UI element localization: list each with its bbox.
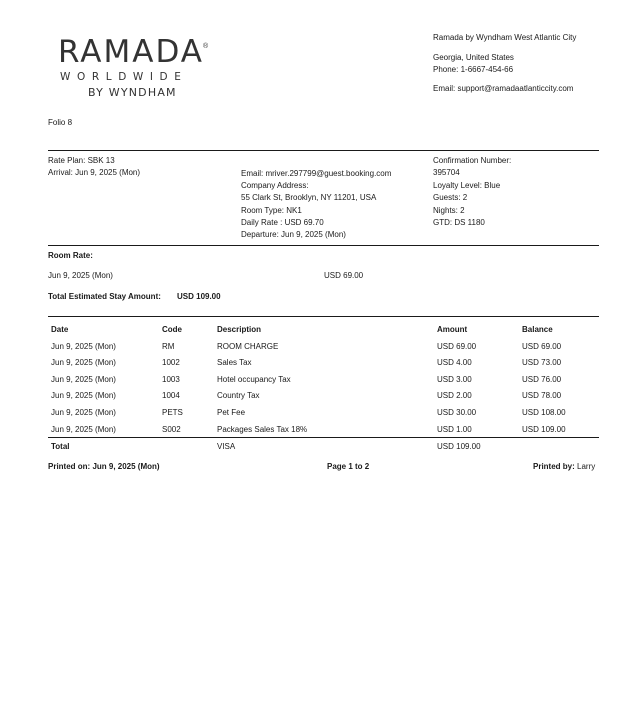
- rate-plan: Rate Plan: SBK 13: [48, 156, 115, 165]
- table-row: [48, 425, 599, 435]
- cell-balance: USD 76.00: [522, 375, 562, 384]
- table-row: [48, 391, 599, 401]
- page-indicator: Page 1 to 2: [327, 462, 370, 471]
- table-row: [48, 408, 599, 418]
- cell-amount: USD 69.00: [437, 342, 477, 351]
- header-balance: Balance: [522, 325, 553, 334]
- total-estimated-value: USD 109.00: [177, 292, 221, 301]
- cell-description: Packages Sales Tax 18%: [217, 425, 308, 434]
- registered-mark: ®: [203, 43, 209, 50]
- cell-amount: USD 4.00: [437, 358, 472, 367]
- printed-by-label: Printed by:: [533, 462, 575, 471]
- confirmation-number: 395704: [433, 168, 460, 177]
- hotel-phone: Phone: 1-6667-454-66: [433, 65, 514, 74]
- divider: [48, 316, 599, 317]
- cell-amount: USD 3.00: [437, 375, 472, 384]
- cell-amount: USD 30.00: [437, 408, 477, 417]
- cell-amount: USD 1.00: [437, 425, 472, 434]
- total-amount: USD 109.00: [437, 442, 481, 451]
- table-header: [48, 325, 599, 335]
- divider: [48, 245, 599, 246]
- cell-code: 1002: [162, 358, 180, 367]
- cell-balance: USD 69.00: [522, 342, 562, 351]
- divider: [48, 437, 599, 438]
- departure-date: Departure: Jun 9, 2025 (Mon): [241, 230, 346, 239]
- hotel-name: Ramada by Wyndham West Atlantic City: [433, 33, 577, 42]
- room-rate-heading: Room Rate:: [48, 251, 93, 260]
- cell-description: Pet Fee: [217, 408, 246, 417]
- loyalty-level: Loyalty Level: Blue: [433, 181, 501, 190]
- total-label: Total: [51, 442, 70, 451]
- guest-email: Email: mriver.297799@guest.booking.com: [241, 169, 392, 178]
- total-estimated-label: Total Estimated Stay Amount:: [48, 292, 161, 301]
- logo-wordmark: RAMADA: [58, 34, 204, 70]
- cell-date: Jun 9, 2025 (Mon): [51, 375, 116, 384]
- cell-code: RM: [162, 342, 175, 351]
- cell-code: 1003: [162, 375, 180, 384]
- logo-worldwide: WORLDWIDE: [60, 71, 188, 83]
- header-code: Code: [162, 325, 182, 334]
- room-rate-date: Jun 9, 2025 (Mon): [48, 271, 113, 280]
- cell-date: Jun 9, 2025 (Mon): [51, 358, 116, 367]
- printed-on: Printed on: Jun 9, 2025 (Mon): [48, 462, 160, 471]
- divider: [48, 150, 599, 151]
- cell-balance: USD 109.00: [522, 425, 566, 434]
- company-address: 55 Clark St, Brooklyn, NY 11201, USA: [241, 193, 377, 202]
- cell-code: 1004: [162, 391, 180, 400]
- daily-rate: Daily Rate : USD 69.70: [241, 218, 324, 227]
- cell-date: Jun 9, 2025 (Mon): [51, 342, 116, 351]
- cell-date: Jun 9, 2025 (Mon): [51, 425, 116, 434]
- hotel-location: Georgia, United States: [433, 53, 514, 62]
- cell-balance: USD 108.00: [522, 408, 566, 417]
- cell-description: Country Tax: [217, 391, 260, 400]
- arrival-date: Arrival: Jun 9, 2025 (Mon): [48, 168, 141, 177]
- table-row: [48, 375, 599, 385]
- cell-description: ROOM CHARGE: [217, 342, 279, 351]
- cell-code: PETS: [162, 408, 183, 417]
- cell-balance: USD 78.00: [522, 391, 562, 400]
- guests-count: Guests: 2: [433, 193, 468, 202]
- hotel-email: Email: support@ramadaatlanticcity.com: [433, 84, 574, 93]
- header-date: Date: [51, 325, 69, 334]
- gtd: GTD: DS 1180: [433, 218, 485, 227]
- room-type: Room Type: NK1: [241, 206, 302, 215]
- cell-description: Sales Tax: [217, 358, 252, 367]
- logo-by-wyndham: BY WYNDHAM: [88, 86, 177, 99]
- confirmation-label: Confirmation Number:: [433, 156, 512, 165]
- cell-amount: USD 2.00: [437, 391, 472, 400]
- cell-code: S002: [162, 425, 181, 434]
- company-address-label: Company Address:: [241, 181, 309, 190]
- printed-by: [533, 462, 595, 472]
- table-total-row: [48, 442, 599, 452]
- cell-description: Hotel occupancy Tax: [217, 375, 291, 384]
- payment-method: VISA: [217, 442, 236, 451]
- header-amount: Amount: [437, 325, 468, 334]
- table-row: [48, 358, 599, 368]
- header-description: Description: [217, 325, 262, 334]
- cell-balance: USD 73.00: [522, 358, 562, 367]
- cell-date: Jun 9, 2025 (Mon): [51, 391, 116, 400]
- nights-count: Nights: 2: [433, 206, 465, 215]
- cell-date: Jun 9, 2025 (Mon): [51, 408, 116, 417]
- printed-by-name: Larry: [577, 462, 596, 471]
- room-rate-amount: USD 69.00: [324, 271, 364, 280]
- table-row: [48, 342, 599, 352]
- folio-number: Folio 8: [48, 118, 73, 127]
